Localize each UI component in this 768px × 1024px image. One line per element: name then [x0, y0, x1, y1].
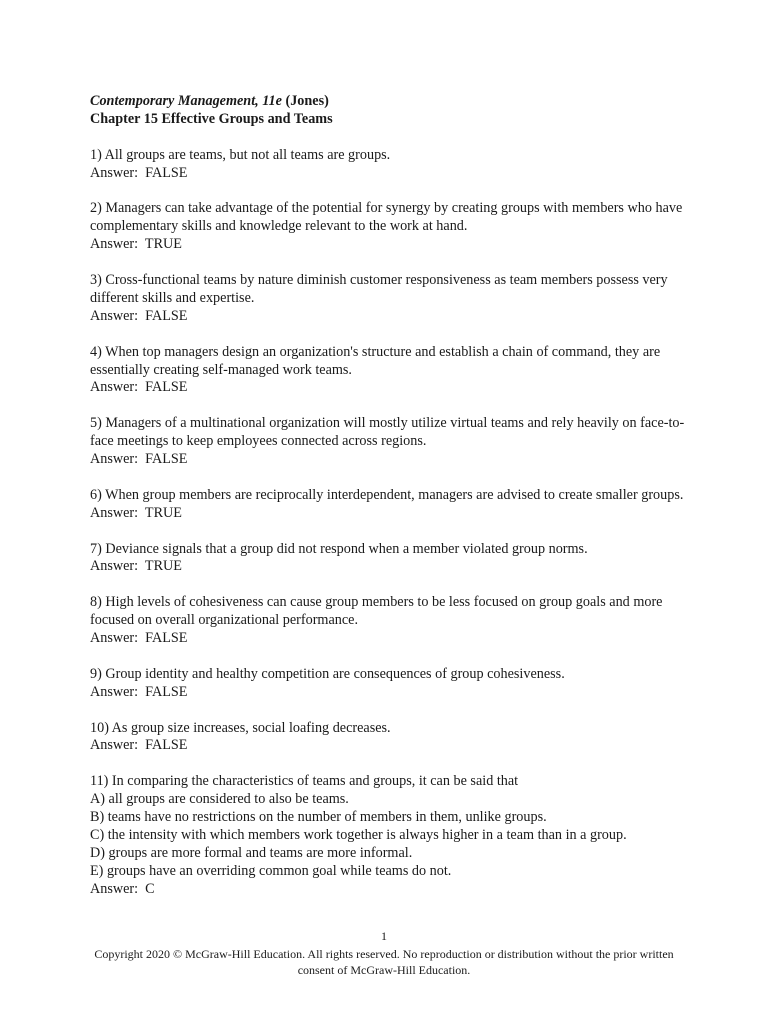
question-item [90, 487, 690, 523]
answer-value: FALSE [145, 307, 188, 324]
question-item [90, 720, 690, 756]
answer-line [90, 379, 690, 397]
page-footer [0, 928, 768, 978]
answer-value: C [145, 880, 155, 897]
answer-value: TRUE [144, 558, 182, 575]
question-text: 7) Deviance signals that a group did not respond when a member violated group norms. [90, 540, 588, 557]
question-item [90, 594, 690, 648]
question-text: 10) As group size increases, social loafing decreases. [90, 719, 391, 736]
copyright-notice: Copyright 2020 © McGraw-Hill Education. All rights reserved. No reproduction or distribution without the prior written consent of McGraw-Hill Education. [94, 947, 674, 977]
answer-line [90, 308, 690, 326]
chapter-title: Chapter 15 Effective Groups and Teams [90, 110, 333, 127]
answer-option: A) all groups are considered to also be teams. [90, 791, 349, 808]
answer-value: FALSE [145, 737, 188, 754]
answer-line [90, 684, 690, 702]
question-text: 1) All groups are teams, but not all teams are groups. [90, 146, 391, 163]
answer-line [90, 505, 690, 523]
answer-line [90, 630, 690, 648]
spacer [90, 129, 690, 147]
answer-label: Answer: [90, 737, 146, 754]
question-text: 6) When group members are reciprocally interdependent, managers are advised to create smaller groups. [90, 486, 684, 503]
answer-label: Answer: [90, 558, 145, 575]
question-item [90, 344, 690, 398]
question-text: 3) Cross-functional teams by nature diminish customer responsiveness as team members possess very different skills and expertise. [90, 272, 668, 306]
question-text: 4) When top managers design an organization's structure and establish a chain of command, they are essentially creating self-managed work teams. [90, 343, 661, 378]
answer-label: Answer: [90, 630, 146, 647]
question-text: 5) Managers of a multinational organization will mostly utilize virtual teams and rely heavily on face-to-face meetings to keep employees connected across regions. [90, 415, 685, 450]
answer-value: FALSE [145, 630, 188, 647]
book-header [90, 93, 690, 111]
answer-line [90, 881, 690, 899]
answer-option: B) teams have no restrictions on the number of members in them, unlike groups. [90, 809, 547, 826]
answer-line [90, 558, 690, 576]
question-text: 2) Managers can take advantage of the potential for synergy by creating groups with members who have complementary skills and knowledge relevant to the work at hand. [90, 200, 683, 235]
question-list [90, 147, 690, 899]
question-item [90, 272, 690, 326]
answer-label: Answer: [90, 880, 146, 897]
question-item [90, 773, 690, 898]
book-title: Contemporary Management, 11e [90, 93, 282, 109]
page-number: 1 [381, 929, 387, 943]
answer-line [90, 165, 690, 183]
answer-option: D) groups are more formal and teams are more informal. [90, 844, 413, 861]
answer-value: FALSE [145, 164, 188, 181]
answer-value: FALSE [145, 379, 188, 396]
answer-value: TRUE [144, 504, 182, 521]
answer-line [90, 737, 690, 755]
answer-label: Answer: [90, 164, 146, 181]
question-item [90, 541, 690, 577]
answer-label: Answer: [90, 379, 146, 396]
answer-line [90, 451, 690, 469]
question-text: 8) High levels of cohesiveness can cause group members to be less focused on group goals and more focused on overall organizational performance. [90, 594, 663, 629]
answer-label: Answer: [90, 504, 145, 521]
document-page [90, 93, 690, 899]
answer-value: FALSE [145, 451, 188, 468]
question-item [90, 200, 690, 254]
answer-value: TRUE [144, 236, 182, 253]
question-item [90, 415, 690, 469]
question-text: 9) Group identity and healthy competition are consequences of group cohesiveness. [90, 665, 565, 682]
answer-label: Answer: [90, 451, 146, 468]
book-author: (Jones) [281, 93, 329, 109]
answer-option: E) groups have an overriding common goal while teams do not. [90, 862, 452, 879]
answer-label: Answer: [90, 236, 145, 253]
question-item [90, 147, 690, 183]
answer-label: Answer: [90, 307, 146, 324]
answer-label: Answer: [90, 683, 146, 700]
answer-option: C) the intensity with which members work together is always higher in a team than in a group. [90, 826, 627, 843]
answer-line [90, 236, 690, 254]
question-item [90, 666, 690, 702]
question-text: 11) In comparing the characteristics of teams and groups, it can be said that [90, 773, 519, 790]
answer-value: FALSE [145, 683, 188, 700]
